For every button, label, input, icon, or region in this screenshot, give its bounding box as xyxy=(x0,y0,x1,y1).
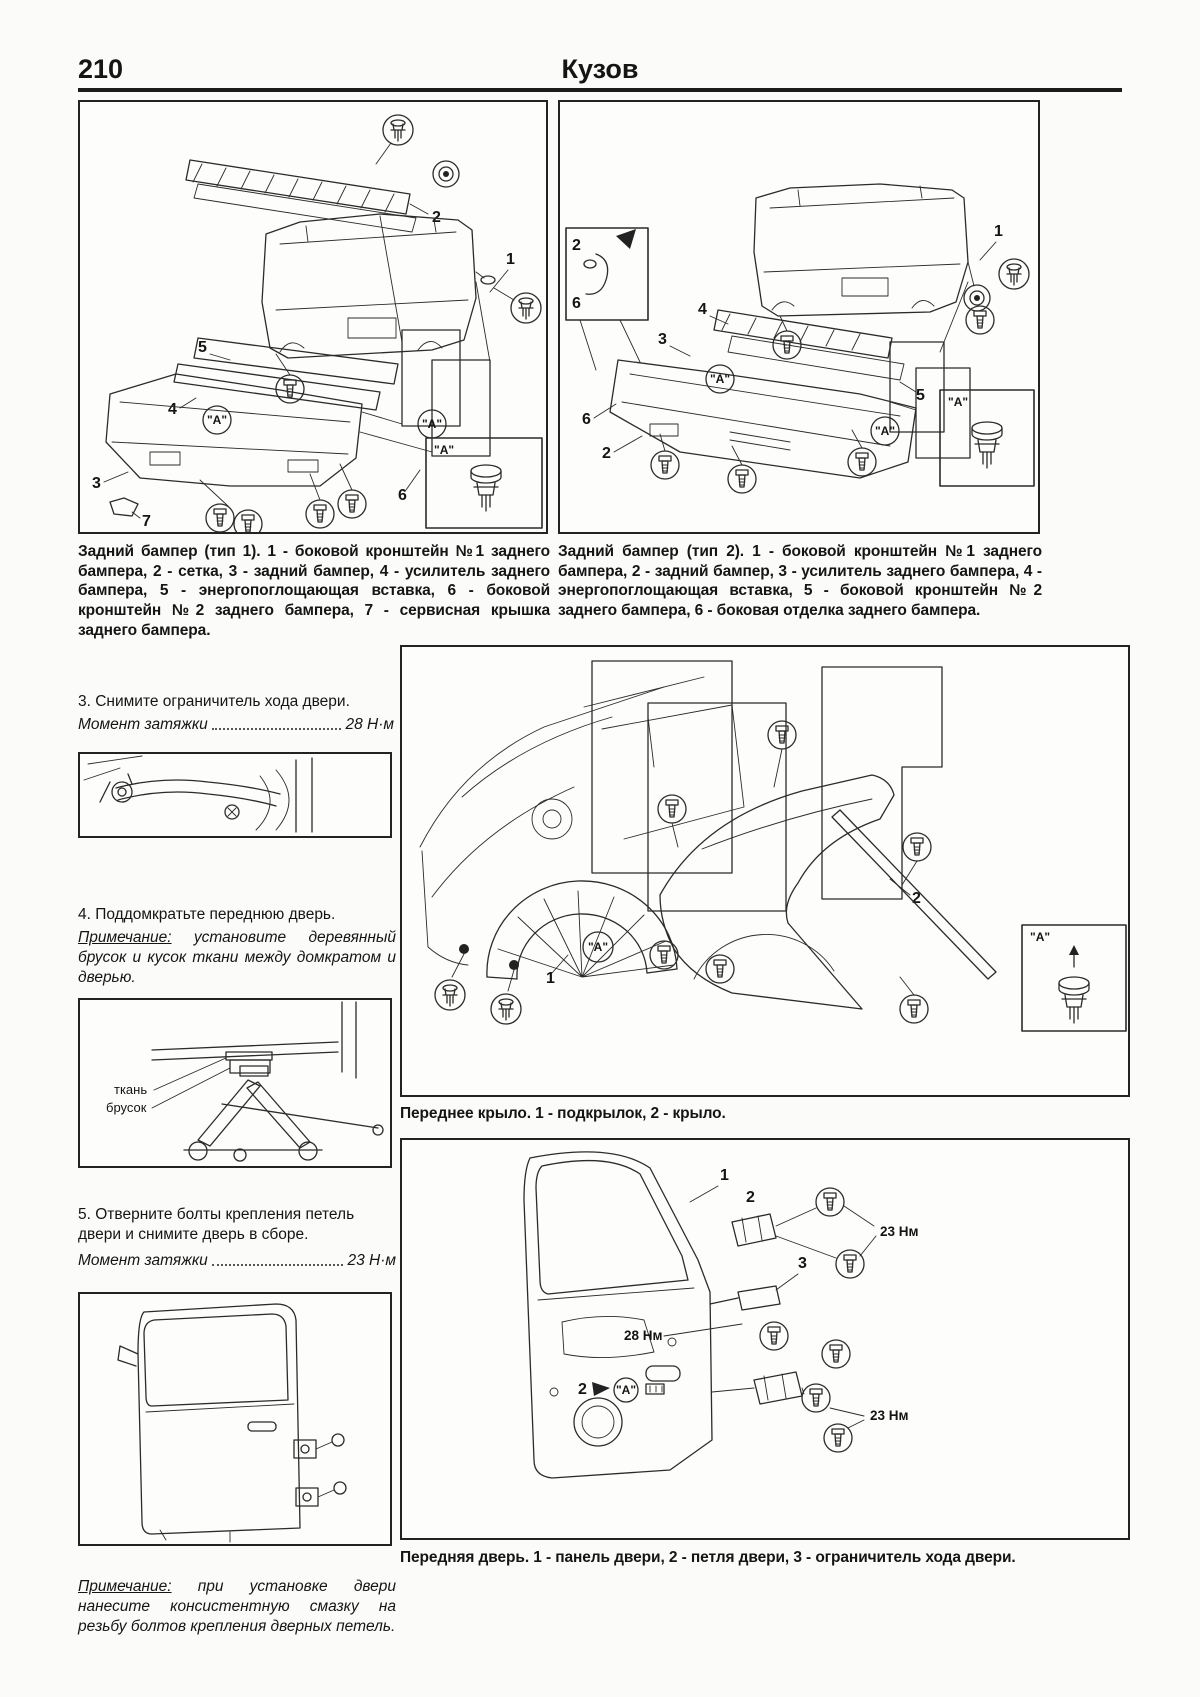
front-fender-drawing xyxy=(402,647,1128,1095)
callout-6: 6 xyxy=(582,411,591,428)
callout-1: 1 xyxy=(720,1167,729,1184)
callout-3: 3 xyxy=(798,1255,807,1272)
note-label: Примечание: xyxy=(78,1578,172,1595)
callout-7: 7 xyxy=(142,513,151,530)
marker-a: "A" xyxy=(587,940,609,954)
diagram-rear-bumper-type2 xyxy=(558,100,1040,534)
door-check-drawing xyxy=(80,754,390,836)
note-text: при установке двери нанесите консистентную смазку на резьбу болтов крепления дверных петель. xyxy=(78,1578,396,1636)
final-note xyxy=(78,1577,396,1637)
step-3-text: 3. Снимите ограничитель хода двери. xyxy=(78,693,350,710)
step-4-note xyxy=(78,928,396,988)
page-title: Кузов xyxy=(561,54,639,84)
callout-3: 3 xyxy=(92,475,101,492)
dotted-leader xyxy=(212,720,342,730)
dotted-leader xyxy=(212,1256,344,1266)
callout-5: 5 xyxy=(916,387,925,404)
torque-value: 23 Н·м xyxy=(347,1252,396,1269)
callout-5: 5 xyxy=(198,339,207,356)
page-number: 210 xyxy=(78,54,124,84)
callout-3: 3 xyxy=(658,331,667,348)
callout-2-grease: 2 xyxy=(578,1381,587,1398)
torque-upper-label: 23 Нм xyxy=(880,1224,919,1239)
illustration-door-check xyxy=(78,752,392,838)
diagram-front-door xyxy=(400,1138,1130,1540)
caption-front-fender: Переднее крыло. 1 - подкрылок, 2 - крыло. xyxy=(400,1105,726,1122)
torque-lower-label: 23 Нм xyxy=(870,1408,909,1423)
step-5-text: 5. Отверните болты крепления петель двери и снимите дверь в сборе. xyxy=(78,1206,355,1244)
callout-2: 2 xyxy=(432,209,441,226)
inset-label-a: "A" xyxy=(948,395,969,409)
front-door-drawing xyxy=(402,1140,1128,1538)
torque-value: 28 Н·м xyxy=(345,716,394,733)
note-label: Примечание: xyxy=(78,929,172,946)
callout-6: 6 xyxy=(398,487,407,504)
inset-callout-6: 6 xyxy=(572,295,581,312)
jack-drawing xyxy=(80,1000,390,1166)
callout-1: 1 xyxy=(546,970,555,987)
callout-4: 4 xyxy=(168,401,177,418)
label-cloth: ткань xyxy=(114,1082,148,1097)
inset-label-a: "A" xyxy=(1030,930,1051,944)
marker-a: "A" xyxy=(615,1383,637,1397)
callout-2: 2 xyxy=(746,1189,755,1206)
rear-bumper-type2-drawing xyxy=(560,102,1038,532)
marker-a: "A" xyxy=(206,413,228,427)
callout-1: 1 xyxy=(994,223,1003,240)
callout-2: 2 xyxy=(602,445,611,462)
note-text: установите деревянный брусок и кусок ткани между домкратом и дверью. xyxy=(78,929,396,987)
diagram-rear-bumper-type1 xyxy=(78,100,548,534)
caption-front-door: Передняя дверь. 1 - панель двери, 2 - петля двери, 3 - ограничитель хода двери. xyxy=(400,1549,1016,1566)
marker-a: "A" xyxy=(421,417,443,431)
torque-check-label: 28 Нм xyxy=(624,1328,663,1343)
step-3-torque xyxy=(78,716,394,734)
torque-label: Момент затяжки xyxy=(78,1252,208,1269)
callout-4: 4 xyxy=(698,301,707,318)
door-hinges-drawing xyxy=(80,1294,390,1544)
illustration-jack xyxy=(78,998,392,1168)
label-block: брусок xyxy=(106,1100,147,1115)
illustration-door-hinges xyxy=(78,1292,392,1546)
inset-label-a: "A" xyxy=(434,443,455,457)
marker-a: "A" xyxy=(709,372,731,386)
inset-callout-2: 2 xyxy=(572,237,581,254)
header-rule xyxy=(78,88,1122,92)
callout-1: 1 xyxy=(506,251,515,268)
callout-2: 2 xyxy=(912,890,921,907)
marker-a: "A" xyxy=(874,424,896,438)
caption-bumper-type1: Задний бампер (тип 1). 1 - боковой кронштейн №1 заднего бампера, 2 - сетка, 3 - задний бампер, 4 - усилитель заднего бампера, 5 - энергопоглощающая вставка, 6 - боковой кронштейн №2 заднего бампера, 7 - сервисная крышка заднего бампера. xyxy=(78,543,550,639)
diagram-front-fender xyxy=(400,645,1130,1097)
caption-bumper-type2: Задний бампер (тип 2). 1 - боковой кронштейн №1 заднего бампера, 2 - задний бампер, 3 - усилитель заднего бампера, 4 - энергопоглощающая вставка, 5 - боковой кронштейн №2 заднего бампера, 6 - боковая отделка заднего бампера. xyxy=(558,543,1042,620)
rear-bumper-type1-drawing xyxy=(80,102,546,532)
torque-label: Момент затяжки xyxy=(78,716,208,733)
step-4-text: 4. Поддомкратьте переднюю дверь. xyxy=(78,906,336,923)
step-5-torque xyxy=(78,1252,396,1270)
